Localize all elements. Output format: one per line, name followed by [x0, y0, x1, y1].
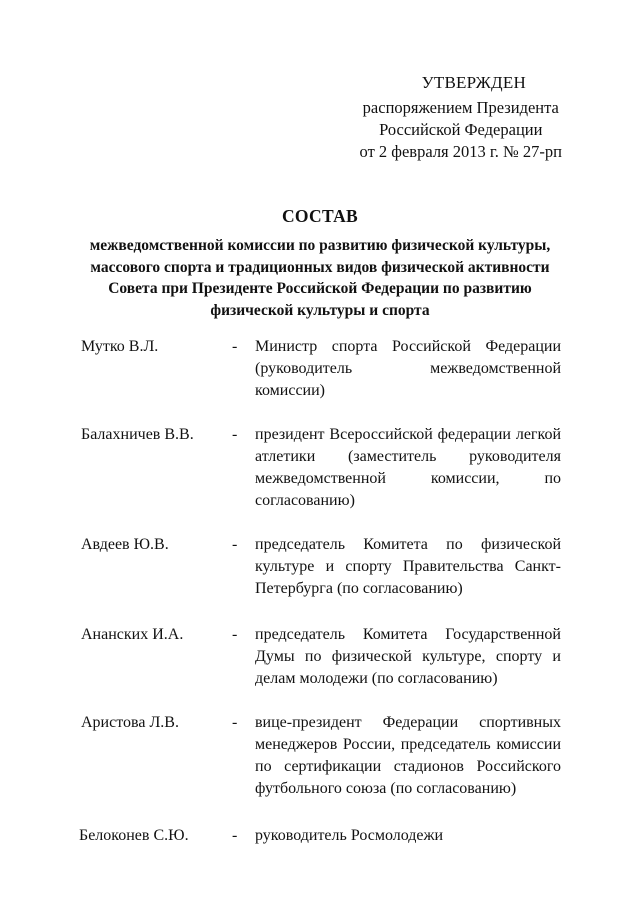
member-role: [255, 424, 561, 512]
member-role: [255, 825, 561, 847]
subtitle-line: Совета при Президенте Российской Федерации по развитию: [108, 280, 532, 297]
document-title: СОСТАВ: [281, 206, 358, 226]
role-line: согласованию): [255, 492, 355, 509]
member-dash: -: [232, 338, 238, 355]
role-line: культуре и спорту Правительства Санкт-: [255, 558, 561, 575]
member-role: [255, 624, 561, 690]
member-name: Аристова Л.В.: [81, 714, 179, 731]
approval-details: [360, 97, 562, 163]
member-role: [255, 336, 561, 402]
role-line: межведомственной комиссии, по: [255, 470, 561, 487]
role-line: футбольного союза (по согласованию): [255, 780, 517, 797]
role-line: Петербурга (по согласованию): [255, 580, 463, 597]
members-list: [0, 336, 640, 847]
member-dash: -: [232, 426, 238, 443]
role-line: делам молодежи (по согласованию): [255, 670, 498, 687]
role-line: Министр спорта Российской Федерации: [255, 338, 561, 355]
member-entry: [0, 534, 640, 600]
member-entry: [0, 424, 640, 512]
member-name: Балахничев В.В.: [81, 426, 194, 443]
role-line: председатель Комитета Государственной: [255, 626, 561, 643]
role-line: президент Всероссийской федерации легкой: [255, 426, 561, 443]
role-line: по сертификации стадионов Российского: [255, 758, 561, 775]
role-line: председатель Комитета по физической: [255, 536, 561, 553]
member-entry: [0, 336, 640, 402]
approval-stamp: [360, 72, 562, 163]
subtitle-line: физической культуры и спорта: [210, 301, 430, 319]
role-line: (руководитель межведомственной: [255, 360, 561, 377]
member-dash: -: [232, 536, 238, 553]
role-line: вице-президент Федерации спортивных: [255, 714, 561, 731]
role-line: комиссии): [255, 382, 325, 399]
member-dash: -: [232, 626, 238, 643]
approval-line: распоряжением Президента: [362, 98, 559, 117]
subtitle-line: межведомственной комиссии по развитию физической культуры,: [89, 237, 551, 254]
member-name: Авдеев Ю.В.: [81, 536, 169, 553]
member-role: [255, 712, 561, 800]
approved-heading: УТВЕРЖДЕН: [421, 73, 526, 92]
member-name: Мутко В.Л.: [81, 338, 159, 355]
member-entry: [0, 624, 640, 690]
document-subtitle: [70, 235, 570, 321]
role-line: руководитель Росмолодежи: [255, 827, 444, 844]
role-line: атлетики (заместитель руководителя: [255, 448, 561, 465]
approval-line: Российской Федерации: [379, 120, 543, 139]
member-dash: -: [232, 714, 238, 731]
approval-line: от 2 февраля 2013 г. № 27-рп: [359, 142, 562, 161]
member-name: Белоконев С.Ю.: [79, 827, 189, 844]
member-entry: [0, 825, 640, 847]
role-line: Думы по физической культуре, спорту и: [255, 648, 561, 665]
subtitle-line: массового спорта и традиционных видов физической активности: [90, 258, 550, 276]
member-dash: -: [232, 827, 238, 844]
member-name: Ананских И.А.: [81, 626, 184, 643]
role-line: менеджеров России, председатель комиссии: [255, 736, 561, 753]
member-entry: [0, 712, 640, 800]
member-role: [255, 534, 561, 600]
